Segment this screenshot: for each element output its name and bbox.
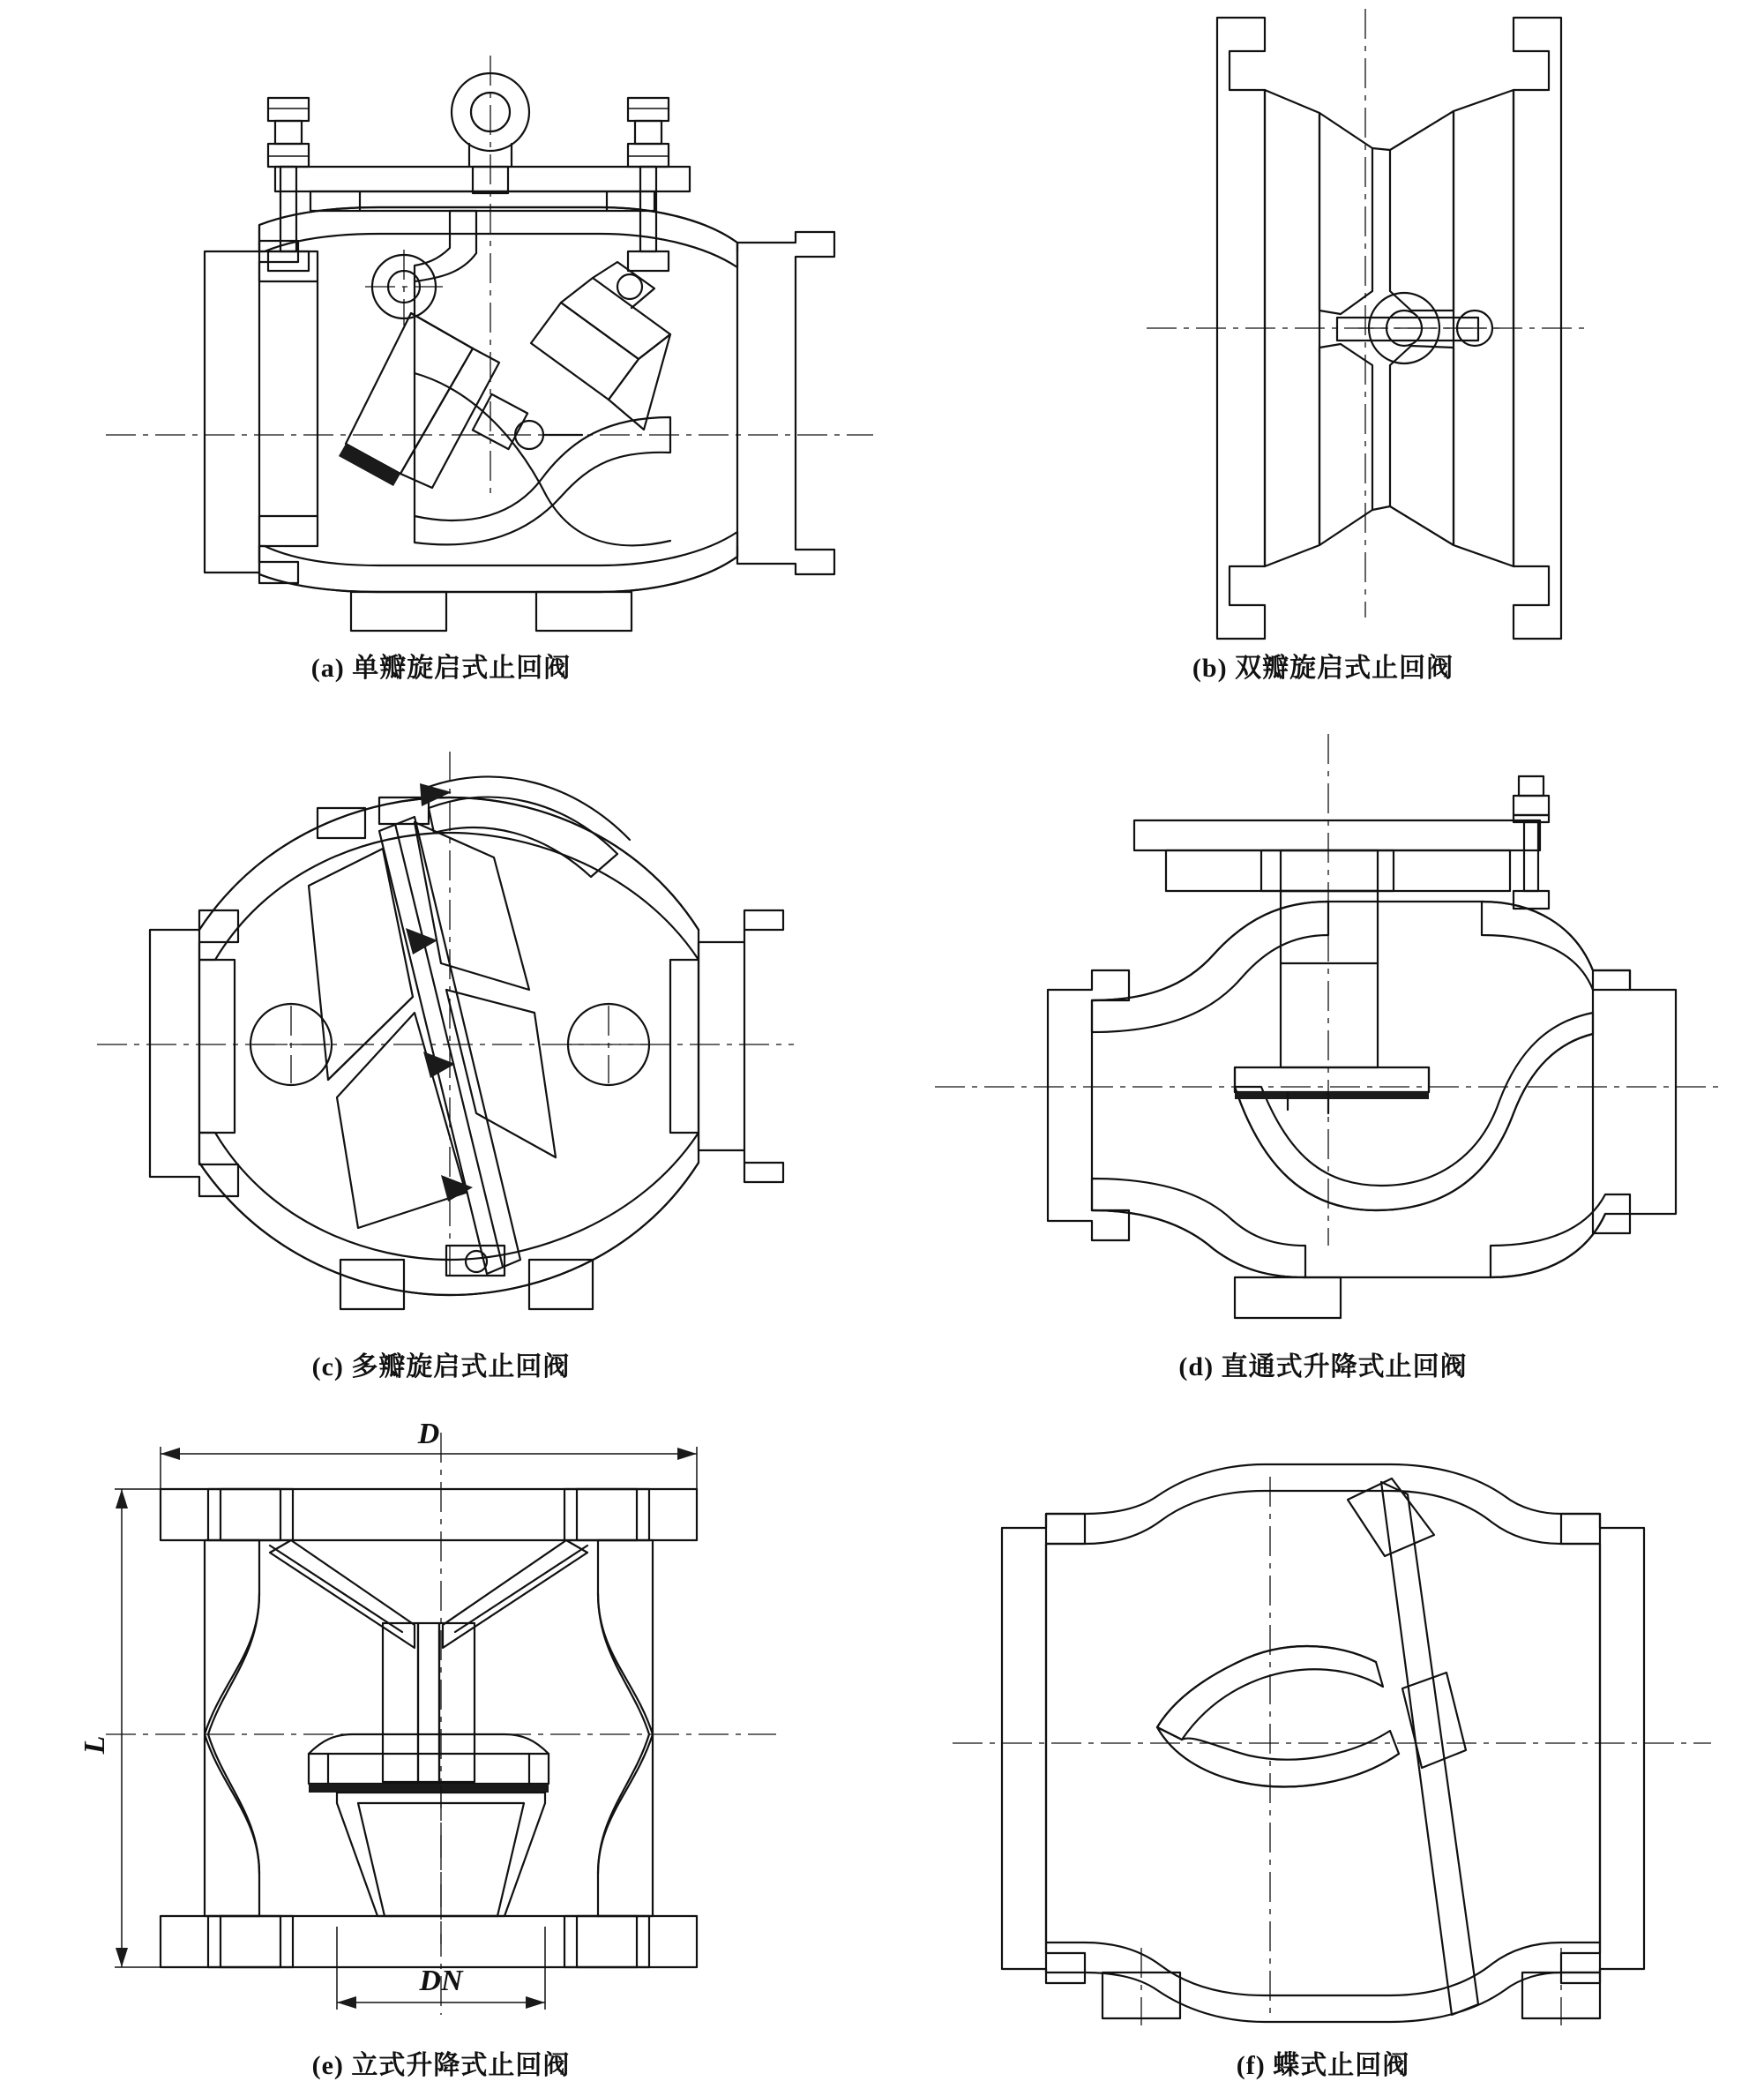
bonnet-plate <box>1134 820 1540 850</box>
body-left-e <box>205 1540 259 1916</box>
guide-rib-left <box>270 1540 415 1648</box>
figure-e-drawing <box>0 1397 882 2041</box>
figure-f-drawing <box>882 1397 1764 2041</box>
disc-e <box>309 1754 549 1784</box>
figure-b-drawing <box>882 0 1764 644</box>
guide-rib-right <box>443 1540 587 1648</box>
figure-c-drawing <box>0 699 882 1343</box>
foot-left <box>351 592 446 631</box>
foot-right-c <box>529 1260 593 1309</box>
bottom-flange-e <box>161 1916 697 1967</box>
figure-e-caption: (e) 立式升降式止回阀 <box>311 2051 571 2080</box>
figure-b <box>882 0 1764 699</box>
body-top-f <box>1046 1464 1600 1544</box>
disc-wing-lower <box>1157 1727 1399 1786</box>
bolt-d <box>1514 776 1549 909</box>
foot-right <box>536 592 632 631</box>
foot-d <box>1235 1277 1341 1318</box>
top-flange-e <box>161 1489 697 1540</box>
flange-left-d <box>1048 970 1129 1240</box>
disc-lower-right <box>1390 346 1454 545</box>
figure-c <box>0 699 882 1397</box>
figure-d-caption: (d) 直通式升降式止回阀 <box>1178 1352 1468 1381</box>
figure-f-caption: (f) 蝶式止回阀 <box>1236 2051 1410 2080</box>
disc-left-c <box>309 849 413 1080</box>
dimension-D-label: D <box>417 1418 440 1450</box>
figure-a-caption: (a) 单瓣旋启式止回阀 <box>310 654 572 683</box>
body-right-e <box>598 1540 653 1916</box>
disc-upper-left <box>1319 113 1372 314</box>
figure-b-caption: (b) 双瓣旋启式止回阀 <box>1192 654 1454 683</box>
dimension-L <box>78 1489 173 1967</box>
figure-e <box>0 1397 882 2096</box>
flange-right-c <box>699 910 783 1182</box>
figure-a <box>0 0 882 699</box>
dimension-D <box>161 1418 697 1496</box>
figure-d <box>882 699 1764 1397</box>
dimension-L-label: L <box>78 1735 111 1755</box>
disc-upper-right <box>1390 111 1454 311</box>
flange-left-c <box>150 910 238 1196</box>
flange-right-f <box>1561 1514 1644 1983</box>
figure-d-drawing <box>882 699 1764 1343</box>
bolt-right <box>628 98 669 271</box>
disc-lower-left <box>1319 344 1372 545</box>
figure-a-drawing <box>0 0 882 649</box>
figure-c-caption: (c) 多瓣旋启式止回阀 <box>311 1352 571 1381</box>
disc-d <box>1235 1067 1429 1092</box>
bonnet-body <box>1166 850 1510 891</box>
dimension-DN-label: DN <box>419 1965 463 1997</box>
flange-left-f <box>1002 1514 1085 1983</box>
body-bottom-f <box>1046 1943 1600 2022</box>
detail-exploded-part <box>531 262 670 430</box>
disc-right-c <box>415 822 529 990</box>
butterfly-shaft <box>1381 1482 1478 2015</box>
figure-f <box>882 1397 1764 2096</box>
